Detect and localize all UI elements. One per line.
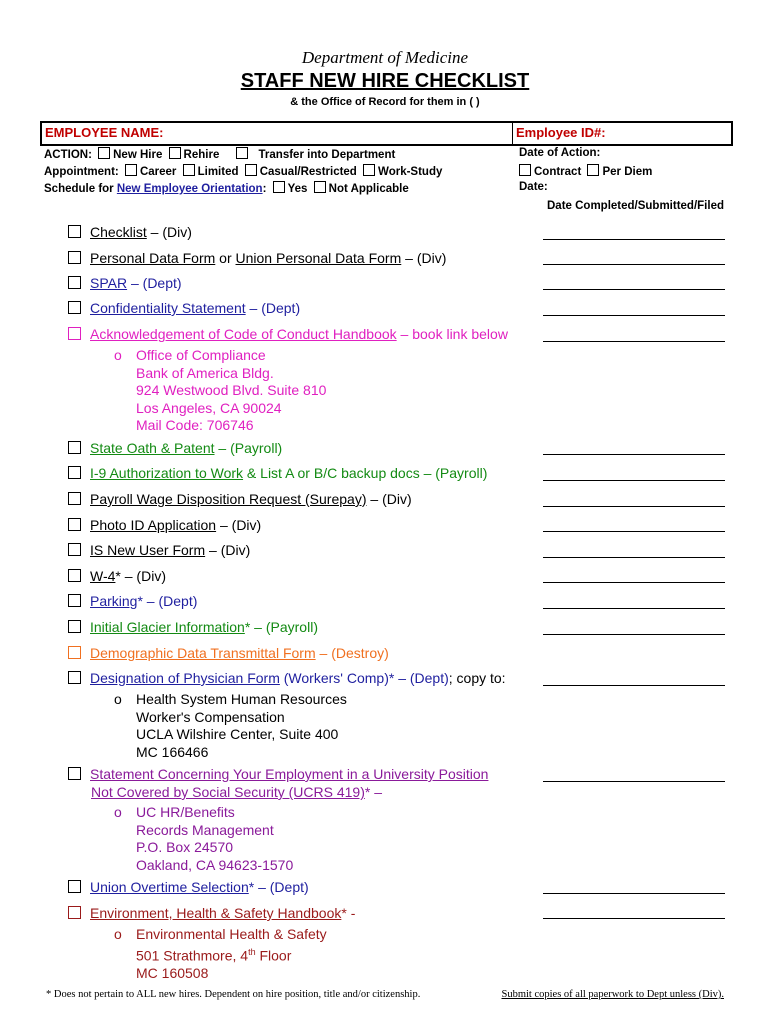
date-line[interactable] [543,315,725,316]
checklist-item-ehs-handbook[interactable]: Environment, Health & Safety Handbook* - [68,905,355,921]
item-checkbox[interactable] [68,646,81,659]
item-checkbox[interactable] [68,466,81,479]
checklist-page: Department of Medicine STAFF NEW HIRE CHECKLIST & the Office of Record for them in ( ) EMPLOYEE NAME: Employee ID#: ACTION: New Hire Rehire Transfer into Department Appointment: Career Limited Casual/Restricted Work-Study Schedule for New Employee Orientation: Yes Not Applicable Date of Action: Contract Per Diem Date: Date Completed/Submitted/Filed Checklist – (Div) Personal Data Form or Union Personal Data Form – (Div) SPAR – (Dept) Confidentiality Statement – (Dept) Acknowledgement of Code of Conduct Handbook – book link below o Office of Compliance Bank of America Bldg. 924 Westwood Blvd. Suite 810 Los Angeles, CA 90024 Mail Code: 706746 State Oath & Patent – (Payroll) I-9 Authorization to Work & List A or B/C backup docs – (Payroll) Payroll Wage Disposition Request (Surepay) – (Div) Photo ID Application – (Div) IS New User Form – (Div) W-4* – (Div) Parking* – (Dept) Initial Glacier Information* – (Payroll) Demographic Data Transmittal Form – (Destroy) Designation of Physician Form (Workers' Comp)* – (Dept); copy to: o Health System Human Resources Worker's Compensation UCLA Wilshire Center, Suite 400 MC 166466 Statement Concerning Your Employment in a University Position Not Covered by Social Security (UCRS 419)* – o UC HR/Benefits Records Management P.O. Box 24570 Oakland, CA 94623-1570 Union Overtime Selection* – (Dept) Environment, Health & Safety Handbook* - o Environmental Health & Safety 501 Strathmore, 4th Floor MC 160508 * Does not pertain to ALL new hires. Dependent on hire position, title and/or citizenship. Submit copies of all paperwork to Dept unless (Div). [0,0,770,1024]
checklist-item-union-overtime[interactable]: Union Overtime Selection* – (Dept) [68,879,309,895]
career-checkbox[interactable] [125,164,137,176]
item-checkbox[interactable] [68,441,81,454]
checklist-item-checklist[interactable]: Checklist – (Div) [68,224,192,240]
date-line[interactable] [543,264,725,265]
checklist-item-is-new-user[interactable]: IS New User Form – (Div) [68,542,250,558]
date-line[interactable] [543,531,725,532]
date-line[interactable] [543,634,725,635]
new-hire-checkbox[interactable] [98,147,110,159]
date-line[interactable] [543,239,725,240]
orientation-yes-checkbox[interactable] [273,181,285,193]
ucrs-419-continuation: Not Covered by Social Security (UCRS 419)* – [91,784,383,800]
rehire-checkbox[interactable] [169,147,181,159]
date-line[interactable] [543,582,725,583]
item-checkbox[interactable] [68,594,81,607]
item-checkbox[interactable] [68,543,81,556]
casual-checkbox[interactable] [245,164,257,176]
page-subtitle: & the Office of Record for them in ( ) [290,96,480,108]
checklist-item-photo-id[interactable]: Photo ID Application – (Div) [68,517,261,533]
contract-row: Contract Per Diem [516,164,652,178]
appointment-row: Appointment: Career Limited Casual/Restricted Work-Study [44,166,443,178]
date-line[interactable] [543,480,725,481]
employee-info-box [40,121,732,197]
checklist-item-personal-data-form[interactable]: Personal Data Form or Union Personal Data Form – (Div) [68,250,446,266]
item-checkbox[interactable] [68,620,81,633]
employee-id-label: Employee ID#: [516,125,606,140]
page-title: STAFF NEW HIRE CHECKLIST [240,70,530,92]
checklist-item-glacier[interactable]: Initial Glacier Information* – (Payroll) [68,619,318,635]
per-diem-checkbox[interactable] [587,164,599,176]
item-checkbox[interactable] [68,880,81,893]
checklist-item-state-oath[interactable]: State Oath & Patent – (Payroll) [68,440,282,456]
checklist-item-designation-physician[interactable]: Designation of Physician Form (Workers' Comp)* – (Dept); copy to: [68,670,506,686]
item-checkbox[interactable] [68,225,81,238]
item-checkbox[interactable] [68,518,81,531]
employee-name-label: EMPLOYEE NAME: [45,125,164,140]
orientation-row: Schedule for New Employee Orientation: Yes Not Applicable [44,183,409,195]
item-checkbox[interactable] [68,906,81,919]
item-checkbox[interactable] [68,767,81,780]
date-label: Date: [519,181,548,193]
footnote: * Does not pertain to ALL new hires. Dependent on hire position, title and/or citizenship. [46,989,421,1000]
item-checkbox[interactable] [68,492,81,505]
checklist-item-i9[interactable]: I-9 Authorization to Work & List A or B/C backup docs – (Payroll) [68,465,487,481]
checklist-item-ucrs-419[interactable]: Statement Concerning Your Employment in a University Position [68,766,488,782]
checklist-item-code-of-conduct[interactable]: Acknowledgement of Code of Conduct Handbook – book link below [68,326,508,342]
date-line[interactable] [543,893,725,894]
employee-name-cell[interactable] [40,121,513,146]
item-checkbox[interactable] [68,301,81,314]
checklist-item-confidentiality[interactable]: Confidentiality Statement – (Dept) [68,300,300,316]
date-line[interactable] [543,341,725,342]
work-study-checkbox[interactable] [363,164,375,176]
date-line[interactable] [543,781,725,782]
orientation-link[interactable]: New Employee Orientation [116,183,263,195]
date-column-header: Date Completed/Submitted/Filed [547,200,724,212]
employee-id-cell[interactable] [512,121,733,146]
checklist-item-payroll-wage[interactable]: Payroll Wage Disposition Request (Surepay) – (Div) [68,491,412,507]
date-line[interactable] [543,685,725,686]
orientation-na-checkbox[interactable] [314,181,326,193]
date-line[interactable] [543,918,725,919]
item-checkbox[interactable] [68,276,81,289]
date-line[interactable] [543,454,725,455]
checklist-item-parking[interactable]: Parking* – (Dept) [68,593,197,609]
date-line[interactable] [543,608,725,609]
checklist-item-w4[interactable]: W-4* – (Div) [68,568,166,584]
department-heading: Department of Medicine [301,48,469,67]
checklist-item-spar[interactable]: SPAR – (Dept) [68,275,182,291]
limited-checkbox[interactable] [183,164,195,176]
transfer-checkbox[interactable] [236,147,248,159]
date-line[interactable] [543,557,725,558]
date-line[interactable] [543,506,725,507]
contract-checkbox[interactable] [519,164,531,176]
item-checkbox[interactable] [68,569,81,582]
checklist-item-demographic[interactable]: Demographic Data Transmittal Form – (Destroy) [68,645,389,661]
item-checkbox[interactable] [68,327,81,340]
submit-note: Submit copies of all paperwork to Dept unless (Div). [501,989,724,1000]
item-checkbox[interactable] [68,671,81,684]
date-line[interactable] [543,289,725,290]
action-row: ACTION: New Hire Rehire Transfer into Department [44,149,396,161]
date-of-action-label: Date of Action: [519,147,601,159]
item-checkbox[interactable] [68,251,81,264]
